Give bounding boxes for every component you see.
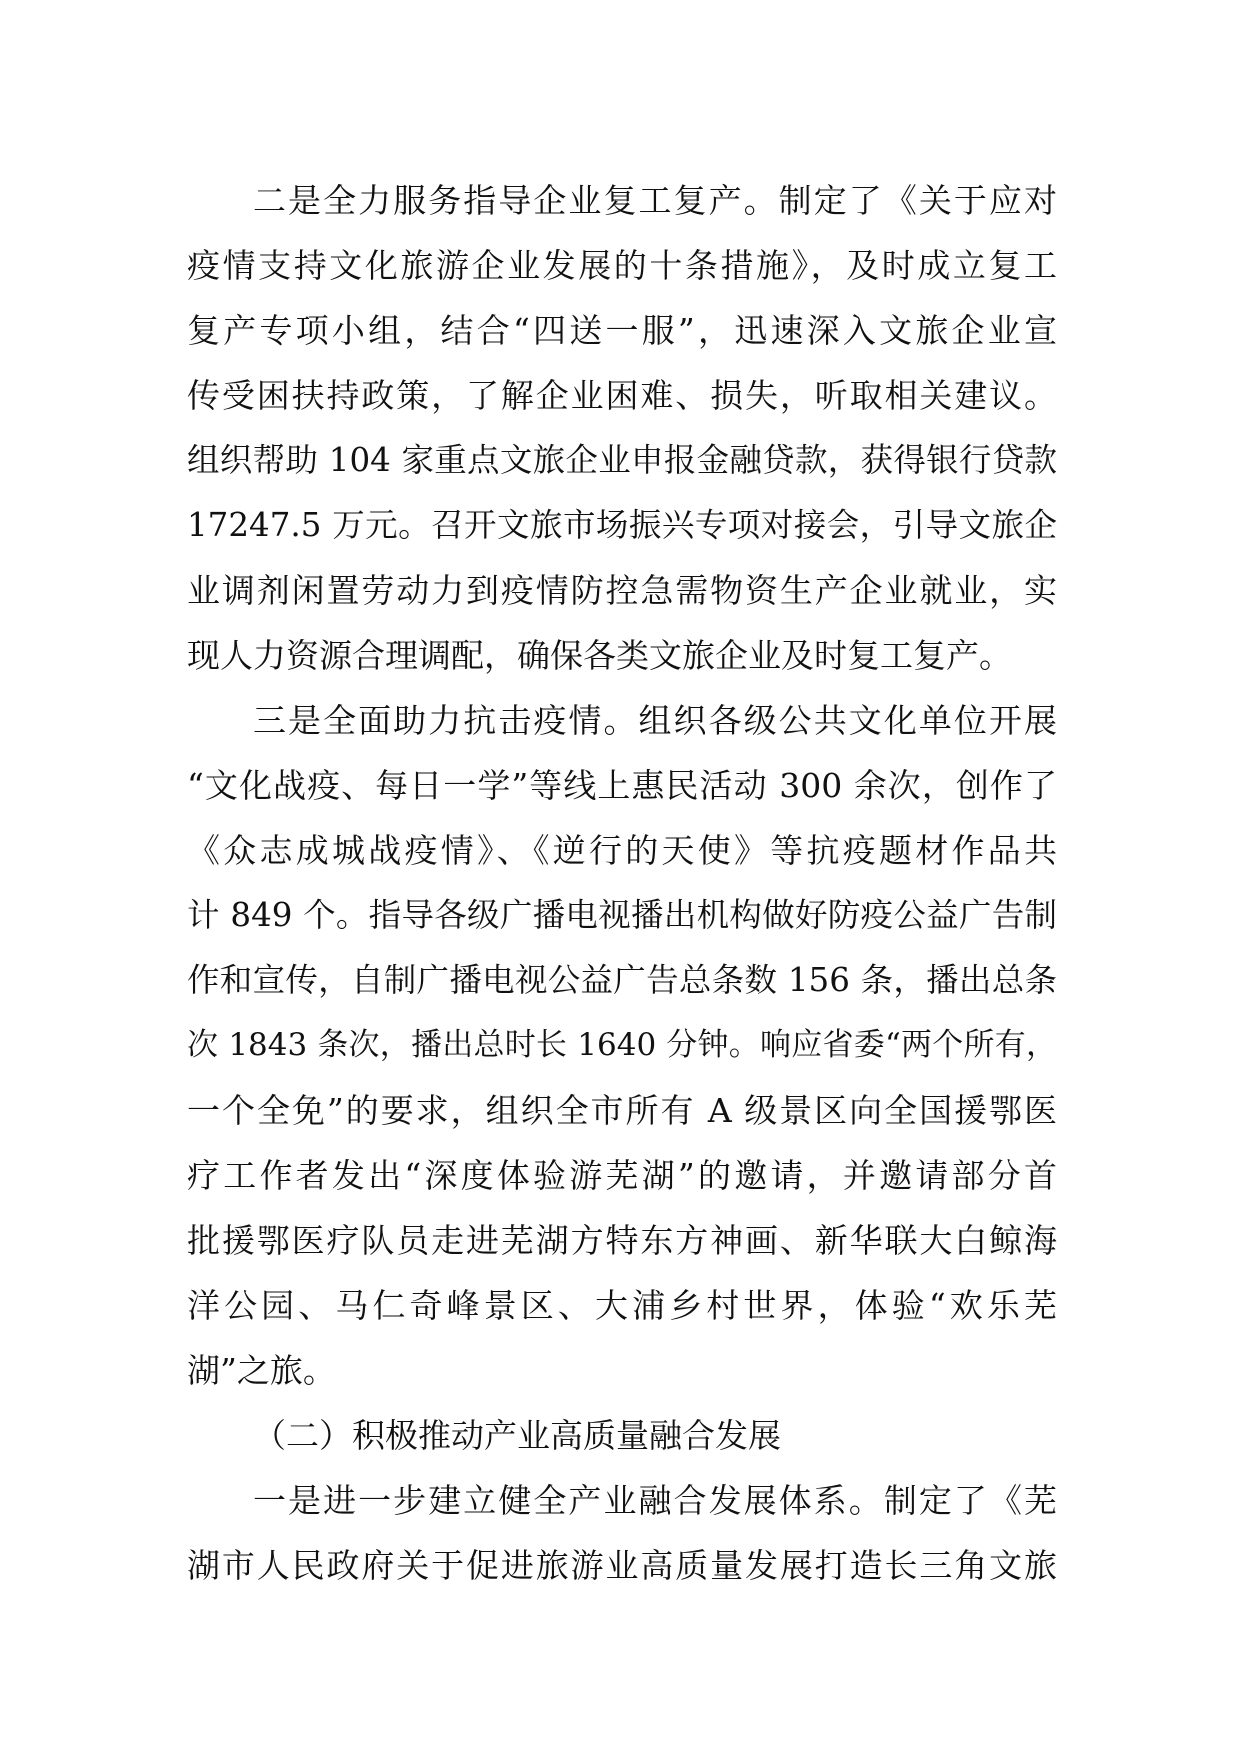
text-line: 复产专项小组，结合“四送一服”，迅速深入文旅企业宣 <box>187 311 1057 350</box>
text-line: “文化战疫、每日一学”等线上惠民活动 300 余次，创作了 <box>187 766 1057 805</box>
text-line: 三是全面助力抗击疫情。组织各级公共文化单位开展 <box>253 701 1057 740</box>
text-line: 一个全免”的要求，组织全市所有 A 级景区向全国援鄂医 <box>187 1091 1057 1130</box>
text-line: 次 1843 条次，播出总时长 1640 分钟。响应省委“两个所有， <box>187 1027 1057 1063</box>
text-line: 现人力资源合理调配，确保各类文旅企业及时复工复产。 <box>187 636 1012 675</box>
text-line: 二是全力服务指导企业复工复产。制定了《关于应对 <box>253 181 1057 220</box>
document-body <box>187 168 1057 1598</box>
text-line: 批援鄂医疗队员走进芜湖方特东方神画、新华联大白鲸海 <box>187 1221 1057 1260</box>
text-line: 作和宣传，自制广播电视公益广告总条数 156 条，播出总条 <box>187 961 1057 999</box>
text-line: 《众志成城战疫情》、《逆行的天使》等抗疫题材作品共 <box>187 831 1057 870</box>
text-line: 洋公园、马仁奇峰景区、大浦乡村世界，体验“欢乐芜 <box>187 1286 1057 1325</box>
text-line: 17247.5 万元。召开文旅市场振兴专项对接会，引导文旅企 <box>187 506 1057 544</box>
paragraph-fight-epidemic <box>187 688 1057 1403</box>
paragraph-epidemic-enterprise-support <box>187 168 1057 688</box>
text-line: 计 849 个。指导各级广播电视播出机构做好防疫公益广告制 <box>187 896 1057 934</box>
text-line: 传受困扶持政策，了解企业困难、损失，听取相关建议。 <box>187 376 1057 415</box>
text-line: 湖”之旅。 <box>187 1351 336 1390</box>
text-line: 疗工作者发出“深度体验游芜湖”的邀请，并邀请部分首 <box>187 1156 1057 1195</box>
text-line: 业调剂闲置劳动力到疫情防控急需物资生产企业就业，实 <box>187 571 1057 610</box>
section-heading-text: （二）积极推动产业高质量融合发展 <box>253 1416 781 1455</box>
text-line: 组织帮助 104 家重点文旅企业申报金融贷款，获得银行贷款 <box>187 441 1057 479</box>
section-heading <box>187 1403 1057 1468</box>
paragraph-industry-integration <box>187 1468 1057 1598</box>
text-line: 湖市人民政府关于促进旅游业高质量发展打造长三角文旅 <box>187 1546 1057 1585</box>
text-line: 一是进一步建立健全产业融合发展体系。制定了《芜 <box>253 1481 1057 1520</box>
text-line: 疫情支持文化旅游企业发展的十条措施》，及时成立复工 <box>187 246 1057 285</box>
